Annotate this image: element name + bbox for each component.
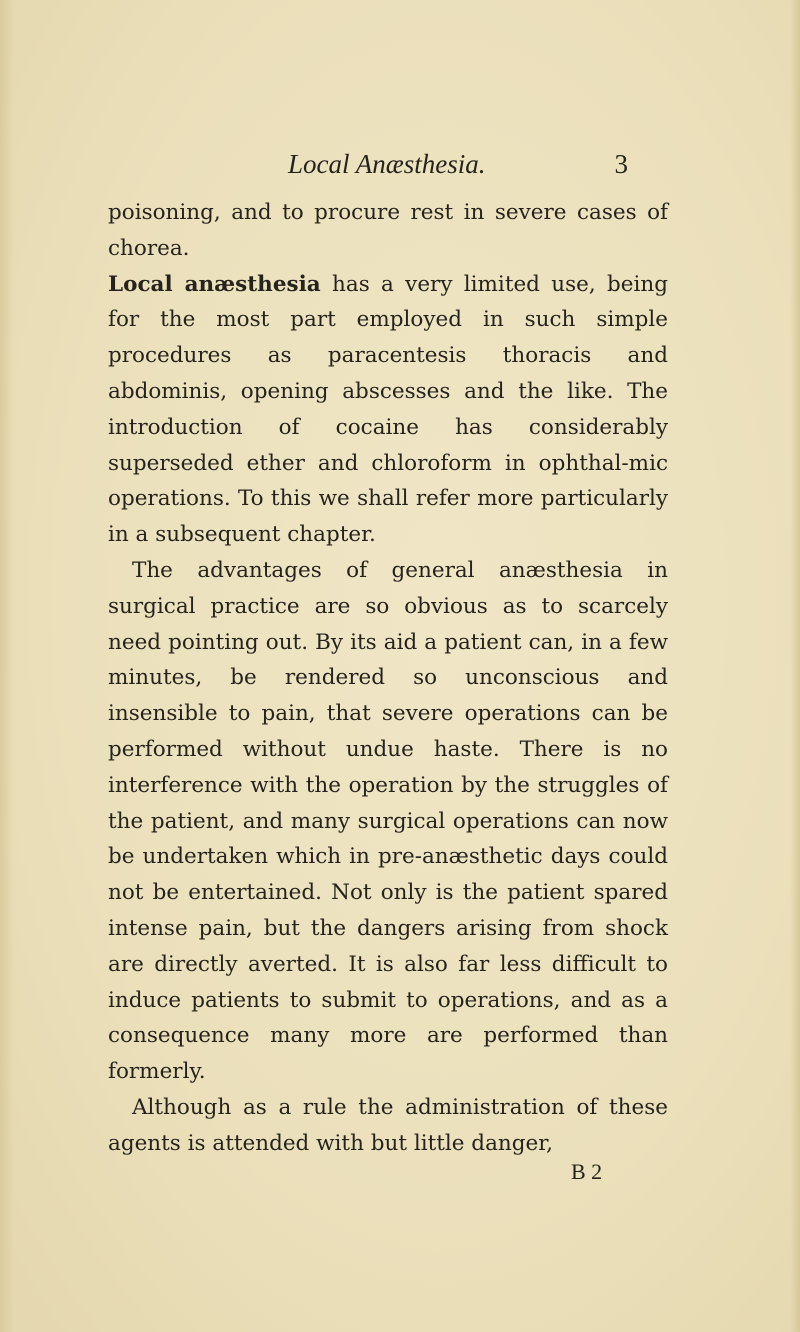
- running-head: [288, 146, 628, 182]
- paragraph-local-anaesthesia: [108, 267, 668, 553]
- paragraph-text: Although as a rule the administration of these agents is attended with but little danger,: [108, 1094, 668, 1156]
- paragraph-advantages: [108, 553, 668, 1090]
- paragraph-text: The advantages of general anæsthesia in surgical practice are so obvious as to scarcely need pointing out. By its aid a patient can, in a few minutes, be rendered so unconscious and insensible to pain, that severe operations can be performed without undue haste. There is no interference with the operation by the struggles of the patient, and many surgical operations can now be undertaken which in pre-anæsthetic days could not be entertained. Not only is the patient spared intense pain, but the dangers arising from shock are directly averted. It is also far less difficult to induce patients to submit to operations, and as a consequence many more are performed than formerly.: [108, 557, 668, 1085]
- body-text: [108, 195, 668, 1162]
- paragraph-danger: [108, 1090, 668, 1162]
- page-edge-shadow-right: [790, 0, 800, 1332]
- page-number: 3: [614, 149, 628, 179]
- paragraph-text: has a very limited use, being for the most part employed in such simple procedures as paracentesis thoracis and abdominis, opening abscesses and the like. The introduction of cocaine has considerably superseded ether and chloroform in ophthal-mic operations. To this we shall refer more particularly in a subsequent chapter.: [108, 271, 668, 548]
- page-edge-shadow-left: [0, 0, 14, 1332]
- paragraph-continuation: [108, 195, 668, 267]
- paragraph-text: poisoning, and to procure rest in severe cases of chorea.: [108, 200, 668, 261]
- running-title: Local Anæsthesia.: [288, 149, 486, 179]
- section-term: Local anæsthesia: [108, 271, 321, 297]
- signature-mark: B 2: [571, 1159, 603, 1184]
